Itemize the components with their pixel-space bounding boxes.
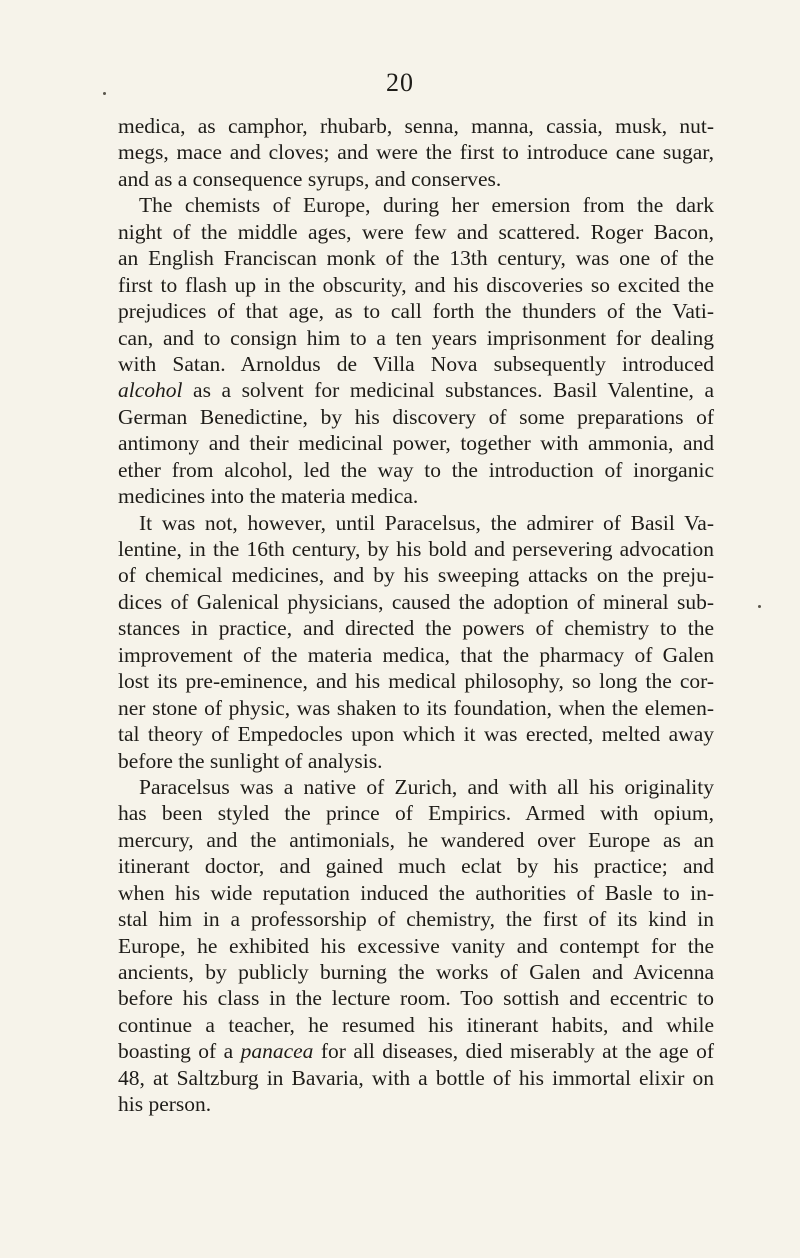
italic-term: alcohol xyxy=(118,378,183,403)
text-line: German Benedictine, by his discovery of some preparations of xyxy=(118,404,714,429)
print-speck-right xyxy=(758,605,761,608)
text-line: antimony and their medicinal power, together with ammonia, and xyxy=(118,431,714,456)
text-line: ancients, by publicly burning the works of Galen and Avicenna xyxy=(118,960,714,984)
text-line: can, and to consign him to a ten years imprisonment for dealing xyxy=(118,325,714,350)
text-line: 48, at Saltzburg in Bavaria, with a bottle of his immortal elixir on xyxy=(118,1065,714,1090)
text-line: before his class in the lecture room. Too sottish and eccentric to xyxy=(118,986,714,1011)
text-line: mercury, and the antimonials, he wandered over Europe as an xyxy=(118,827,714,852)
italic-term: panacea xyxy=(240,1039,314,1064)
text-line: stances in practice, and directed the powers of chemistry to the xyxy=(118,616,714,641)
text-line: dices of Galenical physicians, caused the adoption of mineral sub- xyxy=(118,589,714,614)
text-line xyxy=(118,1038,714,1064)
text-line xyxy=(118,377,714,403)
text-line: ner stone of physic, was shaken to its foundation, when the elemen- xyxy=(118,695,714,720)
text-line: of chemical medicines, and by his sweeping attacks on the preju- xyxy=(118,563,714,588)
body-text xyxy=(118,113,714,1118)
text-line: continue a teacher, he resumed his itinerant habits, and while xyxy=(118,1012,714,1037)
text-line: medica, as camphor, rhubarb, senna, manna, cassia, musk, nut- xyxy=(118,114,714,138)
text-line: Europe, he exhibited his excessive vanity and contempt for the xyxy=(118,933,714,958)
print-speck-top-left xyxy=(103,92,106,95)
text-line: night of the middle ages, were few and scattered. Roger Bacon, xyxy=(118,219,714,244)
text-line: stal him in a professorship of chemistry, the first of its kind in xyxy=(118,907,714,932)
text-line: medicines into the materia medica. xyxy=(118,484,419,509)
text-line: ether from alcohol, led the way to the introduction of inorganic xyxy=(118,457,714,482)
text-line: when his wide reputation induced the authorities of Basle to in- xyxy=(118,880,714,905)
text-segment: for all diseases, died miserably at the age of xyxy=(313,1039,714,1064)
text-line: with Satan. Arnoldus de Villa Nova subsequently introduced xyxy=(118,351,714,376)
text-line: an English Franciscan monk of the 13th century, was one of the xyxy=(118,246,714,271)
text-line: tal theory of Empedocles upon which it was erected, melted away xyxy=(118,722,714,747)
text-line: improvement of the materia medica, that the pharmacy of Galen xyxy=(118,642,714,667)
text-line: and as a consequence syrups, and conserves. xyxy=(118,166,502,191)
text-line: has been styled the prince of Empirics. Armed with opium, xyxy=(118,801,714,826)
page-number: 20 xyxy=(386,68,414,97)
text-line: megs, mace and cloves; and were the first to introduce cane sugar, xyxy=(118,140,714,165)
text-line: before the sunlight of analysis. xyxy=(118,748,383,773)
text-segment: as a solvent for medicinal substances. Basil Valentine, a xyxy=(182,378,714,403)
text-line: first to flash up in the obscurity, and his discoveries so excited the xyxy=(118,272,714,297)
text-line: lost its pre-eminence, and his medical philosophy, so long the cor- xyxy=(118,669,714,694)
text-line: The chemists of Europe, during her emersion from the dark xyxy=(139,193,714,218)
text-segment: boasting of a xyxy=(118,1039,241,1064)
text-line: itinerant doctor, and gained much eclat by his practice; and xyxy=(118,854,714,879)
text-line: prejudices of that age, as to call forth the thunders of the Vati- xyxy=(118,299,714,324)
text-line: lentine, in the 16th century, by his bold and persevering advocation xyxy=(118,537,714,561)
text-line: Paracelsus was a native of Zurich, and with all his originality xyxy=(139,774,714,799)
text-line: It was not, however, until Paracelsus, the admirer of Basil Va- xyxy=(139,510,714,535)
text-line: his person. xyxy=(118,1092,212,1117)
